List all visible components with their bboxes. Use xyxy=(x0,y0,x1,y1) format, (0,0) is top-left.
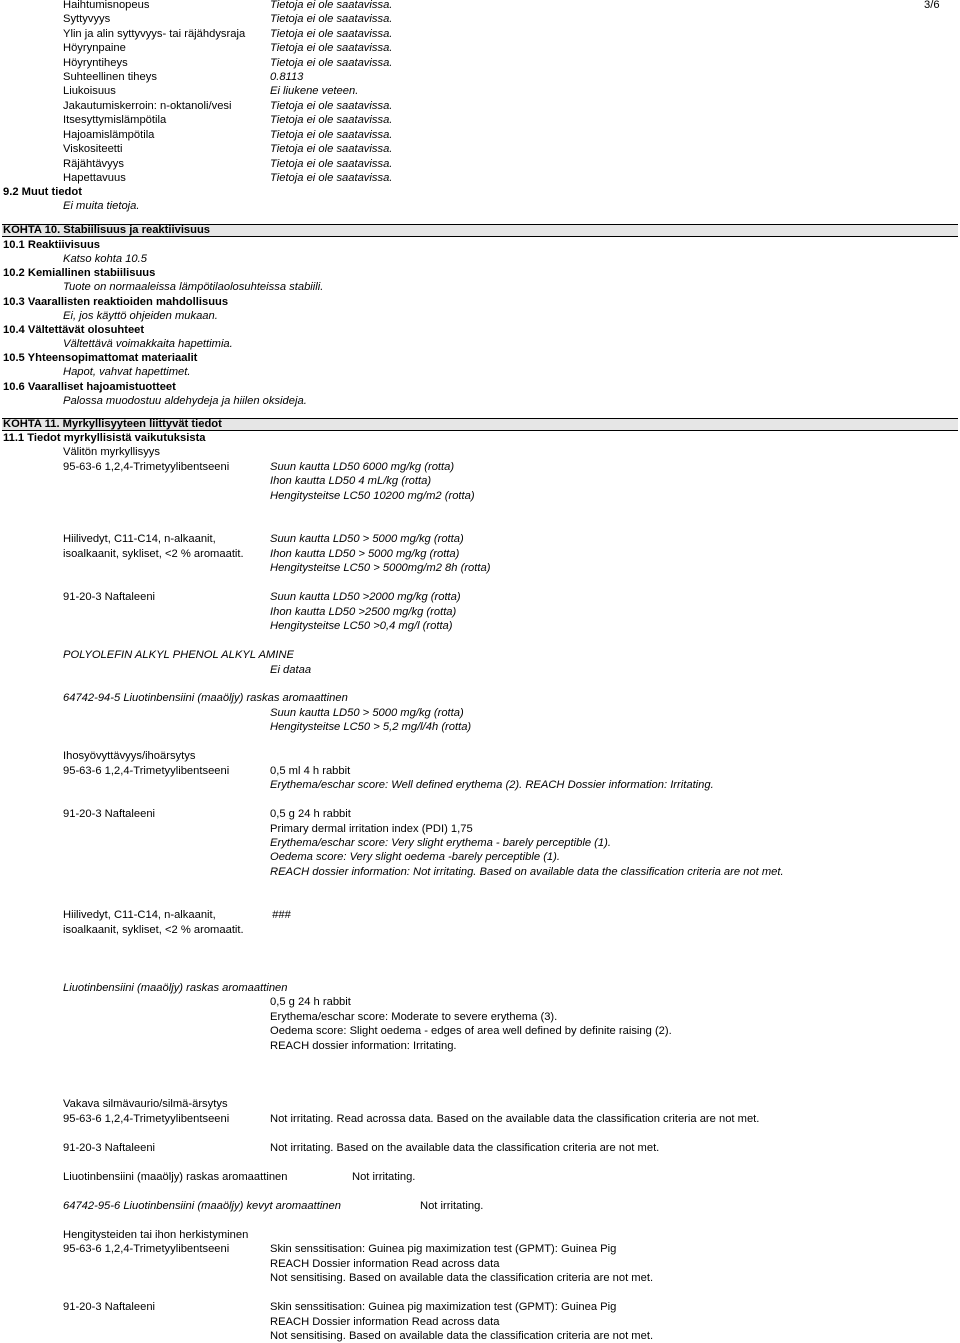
property-label: Hapettavuus xyxy=(63,172,126,184)
subsection-text: Ei, jos käyttö ohjeiden mukaan. xyxy=(63,310,218,322)
substance-name: 95-63-6 1,2,4-Trimetyylibentseeni xyxy=(63,461,230,473)
property-value: 0.8113 xyxy=(270,71,304,83)
subsection-text: Palossa muodostuu aldehydeja ja hiilen oksideja. xyxy=(63,395,307,407)
result-line: Skin senssitisation: Guinea pig maximization test (GPMT): Guinea Pig xyxy=(270,1243,617,1255)
property-value: Tietoja ei ole saatavissa. xyxy=(270,100,393,112)
property-label: Suhteellinen tiheys xyxy=(63,71,157,83)
property-label: Syttyvyys xyxy=(63,13,111,25)
property-label: Höyrynpaine xyxy=(63,42,126,54)
substance-name: 95-63-6 1,2,4-Trimetyylibentseeni xyxy=(63,765,230,777)
result-line: Not irritating. Read acrossa data. Based on the available data the classification criteria are not met. xyxy=(270,1113,760,1125)
property-value: Tietoja ei ole saatavissa. xyxy=(270,114,393,126)
section-11-header xyxy=(2,418,958,431)
substance-name: 91-20-3 Naftaleeni xyxy=(63,591,156,603)
category-heading: Hengitysteiden tai ihon herkistyminen xyxy=(63,1229,249,1241)
result-line: REACH Dossier information Read across data xyxy=(270,1258,500,1270)
result-line: Suun kautta LD50 > 5000 mg/kg (rotta) xyxy=(270,533,464,545)
substance-name: Hiilivedyt, C11-C14, n-alkaanit, xyxy=(63,533,216,545)
substance-name: 95-63-6 1,2,4-Trimetyylibentseeni xyxy=(63,1243,230,1255)
substance-name: Liuotinbensiini (maaöljy) raskas aromaattinen xyxy=(63,982,288,994)
result-line: Ihon kautta LD50 4 mL/kg (rotta) xyxy=(270,475,432,487)
subsection-text: Tuote on normaaleissa lämpötilaolosuhteissa stabiili. xyxy=(63,281,324,293)
substance-name: 64742-95-6 Liuotinbensiini (maaöljy) kevyt aromaattinen xyxy=(63,1200,341,1212)
result-line: Not irritating. xyxy=(352,1171,416,1183)
substance-name: 91-20-3 Naftaleeni xyxy=(63,808,156,820)
result-line: REACH dossier information: Irritating. xyxy=(270,1040,457,1052)
subsection-heading: 10.3 Vaarallisten reaktioiden mahdollisuus xyxy=(3,296,229,308)
property-value: Tietoja ei ole saatavissa. xyxy=(270,129,393,141)
subsection-heading: 11.1 Tiedot myrkyllisistä vaikutuksista xyxy=(3,432,206,444)
result-line: Oedema score: Very slight oedema -barely perceptible (1). xyxy=(270,851,560,863)
result-line: Erythema/eschar score: Very slight erythema - barely perceptible (1). xyxy=(270,837,611,849)
subsection-text: Ei muita tietoja. xyxy=(63,200,140,212)
result-line: 0,5 g 24 h rabbit xyxy=(270,808,351,820)
result-line: Suun kautta LD50 6000 mg/kg (rotta) xyxy=(270,461,455,473)
subsection-heading: 9.2 Muut tiedot xyxy=(3,186,82,198)
property-label: Hajoamislämpötila xyxy=(63,129,155,141)
result-line: Suun kautta LD50 > 5000 mg/kg (rotta) xyxy=(270,707,464,719)
substance-name: 64742-94-5 Liuotinbensiini (maaöljy) raskas aromaattinen xyxy=(63,692,348,704)
property-label: Höyryntiheys xyxy=(63,57,128,69)
subsection-heading: 10.5 Yhteensopimattomat materiaalit xyxy=(3,352,198,364)
substance-name: 91-20-3 Naftaleeni xyxy=(63,1301,156,1313)
subsection-text: Vältettävä voimakkaita hapettimia. xyxy=(63,338,233,350)
section-title: KOHTA 11. Myrkyllisyyteen liittyvät tiedot xyxy=(3,418,222,430)
substance-name: Hiilivedyt, C11-C14, n-alkaanit, xyxy=(63,909,216,921)
property-label: Jakautumiskerroin: n-oktanoli/vesi xyxy=(63,100,232,112)
section-10-header xyxy=(2,224,958,237)
result-line: Hengitysteitse LC50 > 5,2 mg/l/4h (rotta) xyxy=(270,721,472,733)
property-label: Viskositeetti xyxy=(63,143,123,155)
result-line: Ihon kautta LD50 >2500 mg/kg (rotta) xyxy=(270,606,457,618)
result-line: 0,5 ml 4 h rabbit xyxy=(270,765,351,777)
category-heading: Välitön myrkyllisyys xyxy=(63,446,160,458)
property-value: Tietoja ei ole saatavissa. xyxy=(270,143,393,155)
page-number: 3/6 xyxy=(924,0,940,11)
property-value: Tietoja ei ole saatavissa. xyxy=(270,42,393,54)
result-line: Not irritating. Based on the available data the classification criteria are not met. xyxy=(270,1142,660,1154)
result-line: Ihon kautta LD50 > 5000 mg/kg (rotta) xyxy=(270,548,460,560)
result-line: Hengitysteitse LC50 > 5000mg/m2 8h (rotta) xyxy=(270,562,491,574)
property-label: Räjähtävyys xyxy=(63,158,124,170)
result-line: Not irritating. xyxy=(420,1200,484,1212)
substance-name: 95-63-6 1,2,4-Trimetyylibentseeni xyxy=(63,1113,230,1125)
result-line: Not sensitising. Based on available data the classification criteria are not met. xyxy=(270,1330,654,1342)
result-line: ### xyxy=(272,909,291,921)
result-line: Oedema score: Slight oedema - edges of area well defined by definite raising (2). xyxy=(270,1025,672,1037)
category-heading: Ihosyövyttävyys/ihoärsytys xyxy=(63,750,196,762)
result-line: Erythema/eschar score: Moderate to severe erythema (3). xyxy=(270,1011,558,1023)
result-line: Hengitysteitse LC50 >0,4 mg/l (rotta) xyxy=(270,620,453,632)
subsection-text: Hapot, vahvat hapettimet. xyxy=(63,366,191,378)
property-value: Tietoja ei ole saatavissa. xyxy=(270,172,393,184)
property-label: Haihtumisnopeus xyxy=(63,0,150,11)
property-label: Ylin ja alin syttyvyys- tai räjähdysraja xyxy=(63,28,246,40)
property-value: Ei liukene veteen. xyxy=(270,85,359,97)
substance-name: 91-20-3 Naftaleeni xyxy=(63,1142,156,1154)
substance-name: isoalkaanit, sykliset, <2 % aromaatit. xyxy=(63,548,244,560)
result-line: Suun kautta LD50 >2000 mg/kg (rotta) xyxy=(270,591,461,603)
property-label: Itsesyttymislämpötila xyxy=(63,114,167,126)
property-label: Liukoisuus xyxy=(63,85,116,97)
subsection-heading: 10.6 Vaaralliset hajoamistuotteet xyxy=(3,381,176,393)
subsection-heading: 10.4 Vältettävät olosuhteet xyxy=(3,324,145,336)
subsection-heading: 10.2 Kemiallinen stabiilisuus xyxy=(3,267,156,279)
substance-name: isoalkaanit, sykliset, <2 % aromaatit. xyxy=(63,924,244,936)
result-line: Not sensitising. Based on available data the classification criteria are not met. xyxy=(270,1272,654,1284)
substance-name: POLYOLEFIN ALKYL PHENOL ALKYL AMINE xyxy=(63,649,294,661)
subsection-text: Katso kohta 10.5 xyxy=(63,253,147,265)
result-line: Ei dataa xyxy=(270,664,312,676)
result-line: REACH Dossier information Read across data xyxy=(270,1316,500,1328)
property-value: Tietoja ei ole saatavissa. xyxy=(270,57,393,69)
result-line: Skin senssitisation: Guinea pig maximization test (GPMT): Guinea Pig xyxy=(270,1301,617,1313)
category-heading: Vakava silmävaurio/silmä-ärsytys xyxy=(63,1098,228,1110)
result-line: Hengitysteitse LC50 10200 mg/m2 (rotta) xyxy=(270,490,475,502)
result-line: Erythema/eschar score: Well defined erythema (2). REACH Dossier information: Irritating. xyxy=(270,779,714,791)
section-title: KOHTA 10. Stabiilisuus ja reaktiivisuus xyxy=(3,224,211,236)
property-value: Tietoja ei ole saatavissa. xyxy=(270,13,393,25)
substance-name: Liuotinbensiini (maaöljy) raskas aromaattinen xyxy=(63,1171,288,1183)
property-value: Tietoja ei ole saatavissa. xyxy=(270,28,393,40)
result-line: 0,5 g 24 h rabbit xyxy=(270,996,351,1008)
subsection-heading: 10.1 Reaktiivisuus xyxy=(3,239,101,251)
property-value: Tietoja ei ole saatavissa. xyxy=(270,158,393,170)
property-value: Tietoja ei ole saatavissa. xyxy=(270,0,393,11)
result-line: Primary dermal irritation index (PDI) 1,75 xyxy=(270,823,473,835)
result-line: REACH dossier information: Not irritating. Based on available data the classification criteria are not met. xyxy=(270,866,784,878)
